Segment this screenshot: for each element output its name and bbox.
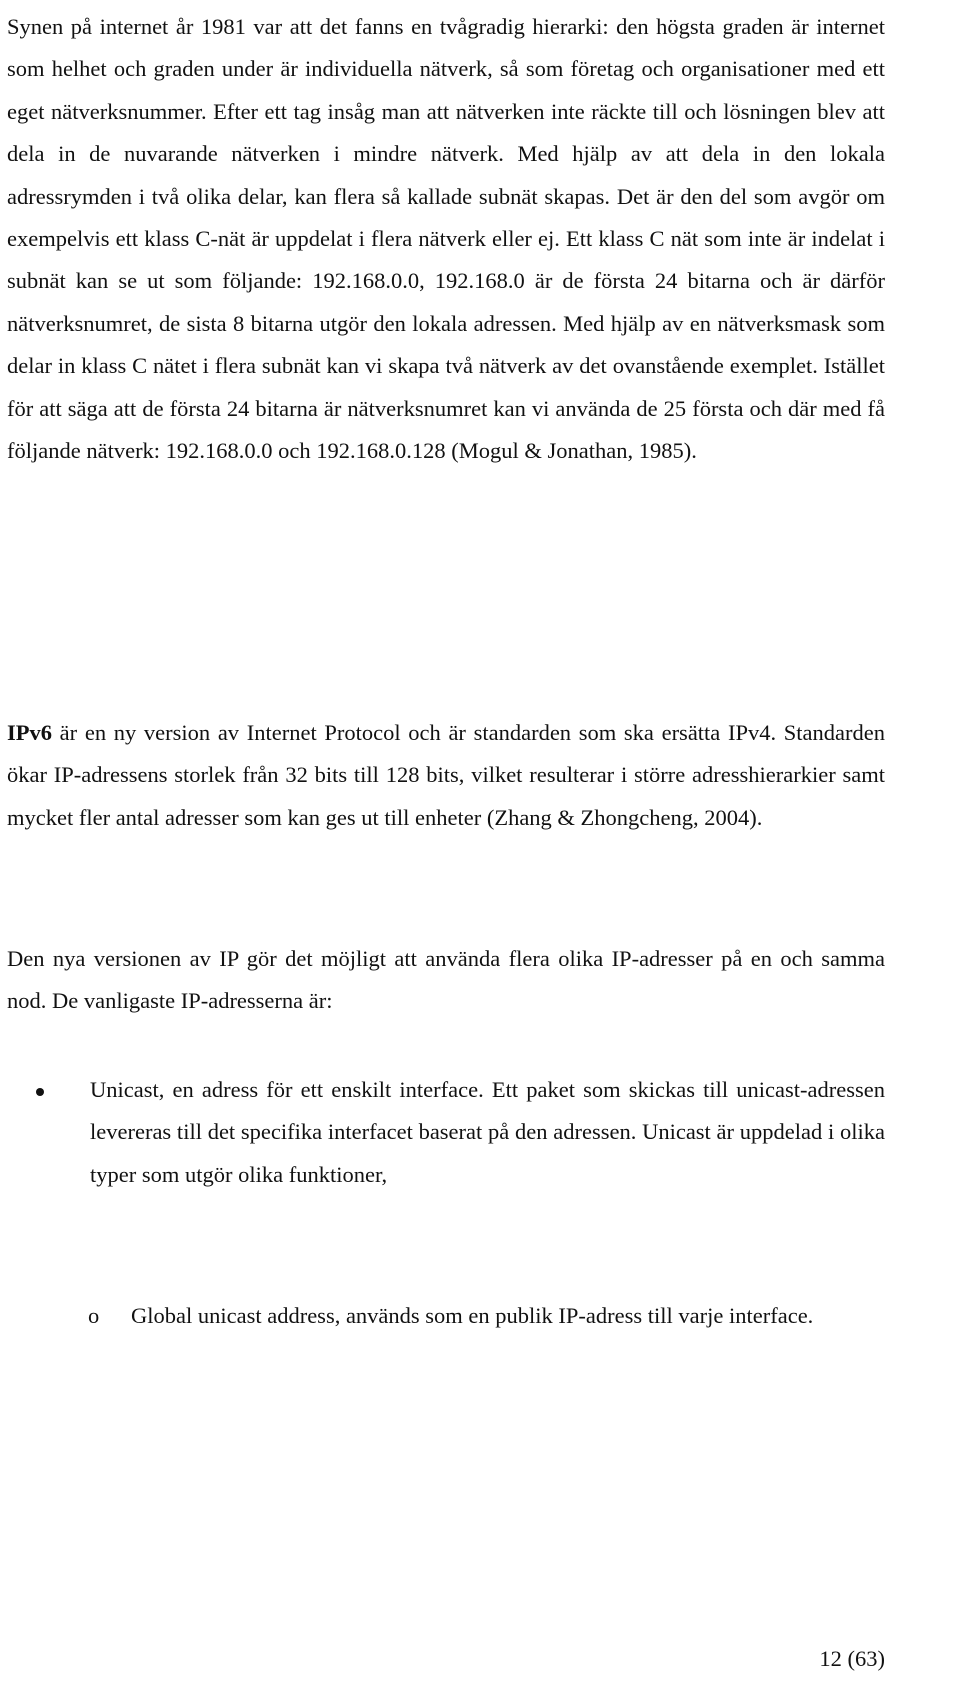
bullet-dot-icon [36,1088,44,1096]
list-item-unicast-text: Unicast, en adress för ett enskilt interface. Ett paket som skickas till unicast-adressen levereras till det specifika interfacet baserat på den adressen. Unicast är uppdelad i olika typer som utgör olika funktioner, [90,1077,885,1187]
ipv6-term: IPv6 [7,720,52,745]
page-number: 12 (63) [819,1646,885,1671]
sub-list-item-global-unicast-text: Global unicast address, används som en publik IP-adress till varje interface. [131,1303,814,1328]
sub-bullet-marker: o [88,1303,100,1328]
paragraph-ipv6 [7,712,885,839]
ipv6-description: är en ny version av Internet Protocol och är standarden som ska ersätta IPv4. Standarden ökar IP-adressens storlek från 32 bits till 128 bits, vilket resulterar i större adresshierarkier samt mycket fler antal adresser som kan ges ut till enheter (Zhang & Zhongcheng, 2004). [7,720,885,830]
paragraph-address-types-intro: Den nya versionen av IP gör det möjligt att använda flera olika IP-adresser på en och samma nod. De vanligaste IP-adresserna är: [7,946,885,1014]
paragraph-subnetting: Synen på internet år 1981 var att det fanns en tvågradig hierarki: den högsta graden är internet som helhet och graden under är individuella nätverk, så som företag och organisationer med ett eget nätverksnummer. Efter ett tag insåg man att nätverken inte räckte till och lösningen blev att dela in de nuvarande nätverken i mindre nätverk. Med hjälp av att dela in den lokala adressrymden i två olika delar, kan flera så kallade subnät skapas. Det är den del som avgör om exempelvis ett klass C-nät är uppdelat i flera nätverk eller ej. Ett klass C nät som inte är indelat i subnät kan se ut som följande: 192.168.0.0, 192.168.0 är de första 24 bitarna och är därför nätverksnumret, de sista 8 bitarna utgör den lokala adressen. Med hjälp av en nätverksmask som delar in klass C nätet i flera subnät kan vi skapa två nätverk av det ovanstående exemplet. Istället för att säga att de första 24 bitarna är nätverksnumret kan vi använda de 25 första och där med få följande nätverk: 192.168.0.0 och 192.168.0.128 (Mogul & Jonathan, 1985). [7,14,885,464]
